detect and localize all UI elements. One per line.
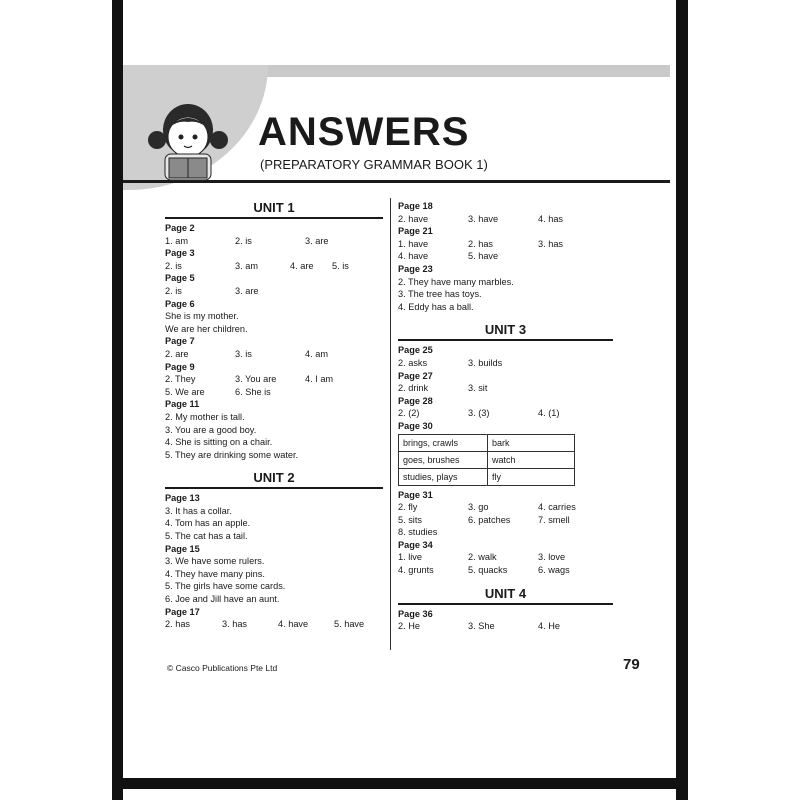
page-label: Page 13 xyxy=(165,493,200,504)
answer: 4. have xyxy=(398,251,429,262)
answer-line: 6. Joe and Jill have an aunt. xyxy=(165,594,280,605)
answer: 4. am xyxy=(305,348,328,359)
answer: 4. I am xyxy=(305,374,334,385)
answer: 2. are xyxy=(165,348,189,359)
page-30-table xyxy=(398,434,575,486)
answer-row xyxy=(398,382,613,395)
answer: 3. She xyxy=(468,621,495,632)
answer-row xyxy=(165,235,383,248)
answer: 3. are xyxy=(305,235,329,246)
answer-row xyxy=(165,260,383,273)
answer: 2. is xyxy=(235,235,252,246)
table-cell: studies, plays xyxy=(399,468,488,485)
page-label: Page 11 xyxy=(165,399,200,410)
answer: 1. am xyxy=(165,235,188,246)
answer: 2. They xyxy=(165,374,196,385)
table-row xyxy=(399,451,575,468)
answer: 2. fly xyxy=(398,502,418,513)
answer: 5. quacks xyxy=(468,565,508,576)
page-label: Page 3 xyxy=(165,248,195,259)
answer: 3. go xyxy=(468,502,489,513)
answer-row xyxy=(398,357,613,370)
answer-row xyxy=(398,564,613,577)
answer: 8. studies xyxy=(398,527,438,538)
unit-4-heading: UNIT 4 xyxy=(398,586,613,605)
answer-line: She is my mother. xyxy=(165,311,239,322)
table-row xyxy=(399,434,575,451)
answer: 5. is xyxy=(332,260,349,271)
answer-line: 5. The cat has a tail. xyxy=(165,531,248,542)
page-label: Page 25 xyxy=(398,345,433,356)
answer: 5. have xyxy=(334,619,365,630)
answer-line: 3. We have some rulers. xyxy=(165,556,265,567)
answer: 3. has xyxy=(222,619,248,630)
answer: 2. has xyxy=(468,238,494,249)
answer: 3. builds xyxy=(468,357,503,368)
unit-2-heading: UNIT 2 xyxy=(165,470,383,489)
answer: 2. have xyxy=(398,213,429,224)
answer-row xyxy=(398,620,613,633)
page-label: Page 21 xyxy=(398,226,433,237)
answer-row xyxy=(398,526,613,539)
page-label: Page 9 xyxy=(165,361,195,372)
answer-line: 3. You are a good boy. xyxy=(165,424,257,435)
answer-line: 3. The tree has toys. xyxy=(398,289,482,300)
answer: 2. is xyxy=(165,285,182,296)
answer: 4. He xyxy=(538,621,560,632)
answer-line: 3. It has a collar. xyxy=(165,505,232,516)
table-cell: goes, brushes xyxy=(399,451,488,468)
answer: 3. (3) xyxy=(468,408,490,419)
answer: 6. patches xyxy=(468,514,511,525)
answer: 4. carries xyxy=(538,502,576,513)
answer: 6. She is xyxy=(235,386,271,397)
table-cell: watch xyxy=(488,451,575,468)
answer-row xyxy=(398,501,613,514)
answer-line: 2. They have many marbles. xyxy=(398,276,514,287)
answer-line: 4. They have many pins. xyxy=(165,568,265,579)
page-label: Page 6 xyxy=(165,298,195,309)
answer-row xyxy=(165,618,383,631)
answer: 5. sits xyxy=(398,514,422,525)
scan-frame-right xyxy=(676,0,688,800)
page-label: Page 5 xyxy=(165,273,195,284)
answer: 3. are xyxy=(235,285,259,296)
page-label: Page 36 xyxy=(398,608,433,619)
page-label: Page 7 xyxy=(165,336,195,347)
scan-frame-bottom xyxy=(112,778,688,789)
answer-line: 4. Eddy has a ball. xyxy=(398,301,474,312)
answer-line: 4. She is sitting on a chair. xyxy=(165,437,273,448)
answer: 2. (2) xyxy=(398,408,420,419)
page-label: Page 18 xyxy=(398,201,433,211)
unit-3-heading: UNIT 3 xyxy=(398,322,613,341)
answer: 2. has xyxy=(165,619,191,630)
table-cell: bark xyxy=(488,434,575,451)
answer: 4. has xyxy=(538,213,564,224)
answer: 2. drink xyxy=(398,383,429,394)
answer: 2. is xyxy=(165,260,182,271)
answer: 3. has xyxy=(538,238,564,249)
answer: 3. love xyxy=(538,552,566,563)
answer-row xyxy=(398,238,613,251)
table-cell: fly xyxy=(488,468,575,485)
answer: 6. wags xyxy=(538,565,570,576)
answer: 3. have xyxy=(468,213,499,224)
page-label: Page 30 xyxy=(398,420,433,431)
page-label: Page 27 xyxy=(398,370,433,381)
answer: 2. asks xyxy=(398,357,428,368)
table-row xyxy=(399,468,575,485)
girl-reading-illustration xyxy=(143,90,233,182)
answer: 2. walk xyxy=(468,552,497,563)
answer: 3. am xyxy=(235,260,258,271)
answer-row xyxy=(398,250,613,263)
page-label: Page 2 xyxy=(165,223,195,233)
scan-frame-left xyxy=(112,0,123,800)
right-column xyxy=(398,200,613,633)
answer-line: 4. Tom has an apple. xyxy=(165,518,251,529)
page-number: 79 xyxy=(623,656,640,673)
answer-row xyxy=(165,373,383,386)
answer-line: 5. They are drinking some water. xyxy=(165,449,299,460)
page-label: Page 31 xyxy=(398,489,433,500)
answer-row xyxy=(398,213,613,226)
answer-row xyxy=(165,285,383,298)
page-title: ANSWERS xyxy=(258,110,470,154)
answer: 5. have xyxy=(468,251,499,262)
table-cell: brings, crawls xyxy=(399,434,488,451)
unit-1-heading: UNIT 1 xyxy=(165,200,383,219)
column-divider xyxy=(390,198,391,650)
answer-row xyxy=(398,551,613,564)
page-subtitle: (PREPARATORY GRAMMAR BOOK 1) xyxy=(260,157,488,172)
answer: 4. have xyxy=(278,619,309,630)
answer: 5. We are xyxy=(165,386,205,397)
answer: 4. (1) xyxy=(538,408,560,419)
publisher-credit: © Casco Publications Pte Ltd xyxy=(167,663,278,673)
answer: 7. smell xyxy=(538,514,570,525)
answer: 3. You are xyxy=(235,374,277,385)
page-label: Page 17 xyxy=(165,606,200,617)
page-label: Page 34 xyxy=(398,539,433,550)
page-label: Page 23 xyxy=(398,263,433,274)
answer: 4. grunts xyxy=(398,565,434,576)
answer: 1. have xyxy=(398,238,429,249)
answer: 1. live xyxy=(398,552,423,563)
answer-row xyxy=(398,514,613,527)
answer-line: 2. My mother is tall. xyxy=(165,411,245,422)
answer-line: 5. The girls have some cards. xyxy=(165,581,286,592)
answer-row xyxy=(398,407,613,420)
answer-row xyxy=(165,386,383,399)
page-label: Page 15 xyxy=(165,543,200,554)
page-label: Page 28 xyxy=(398,395,433,406)
answer: 3. is xyxy=(235,348,252,359)
answer-line: We are her children. xyxy=(165,323,248,334)
answer: 3. sit xyxy=(468,383,488,394)
left-column xyxy=(165,200,383,631)
answer: 2. He xyxy=(398,621,420,632)
answer-row xyxy=(165,348,383,361)
answer: 4. are xyxy=(290,260,314,271)
